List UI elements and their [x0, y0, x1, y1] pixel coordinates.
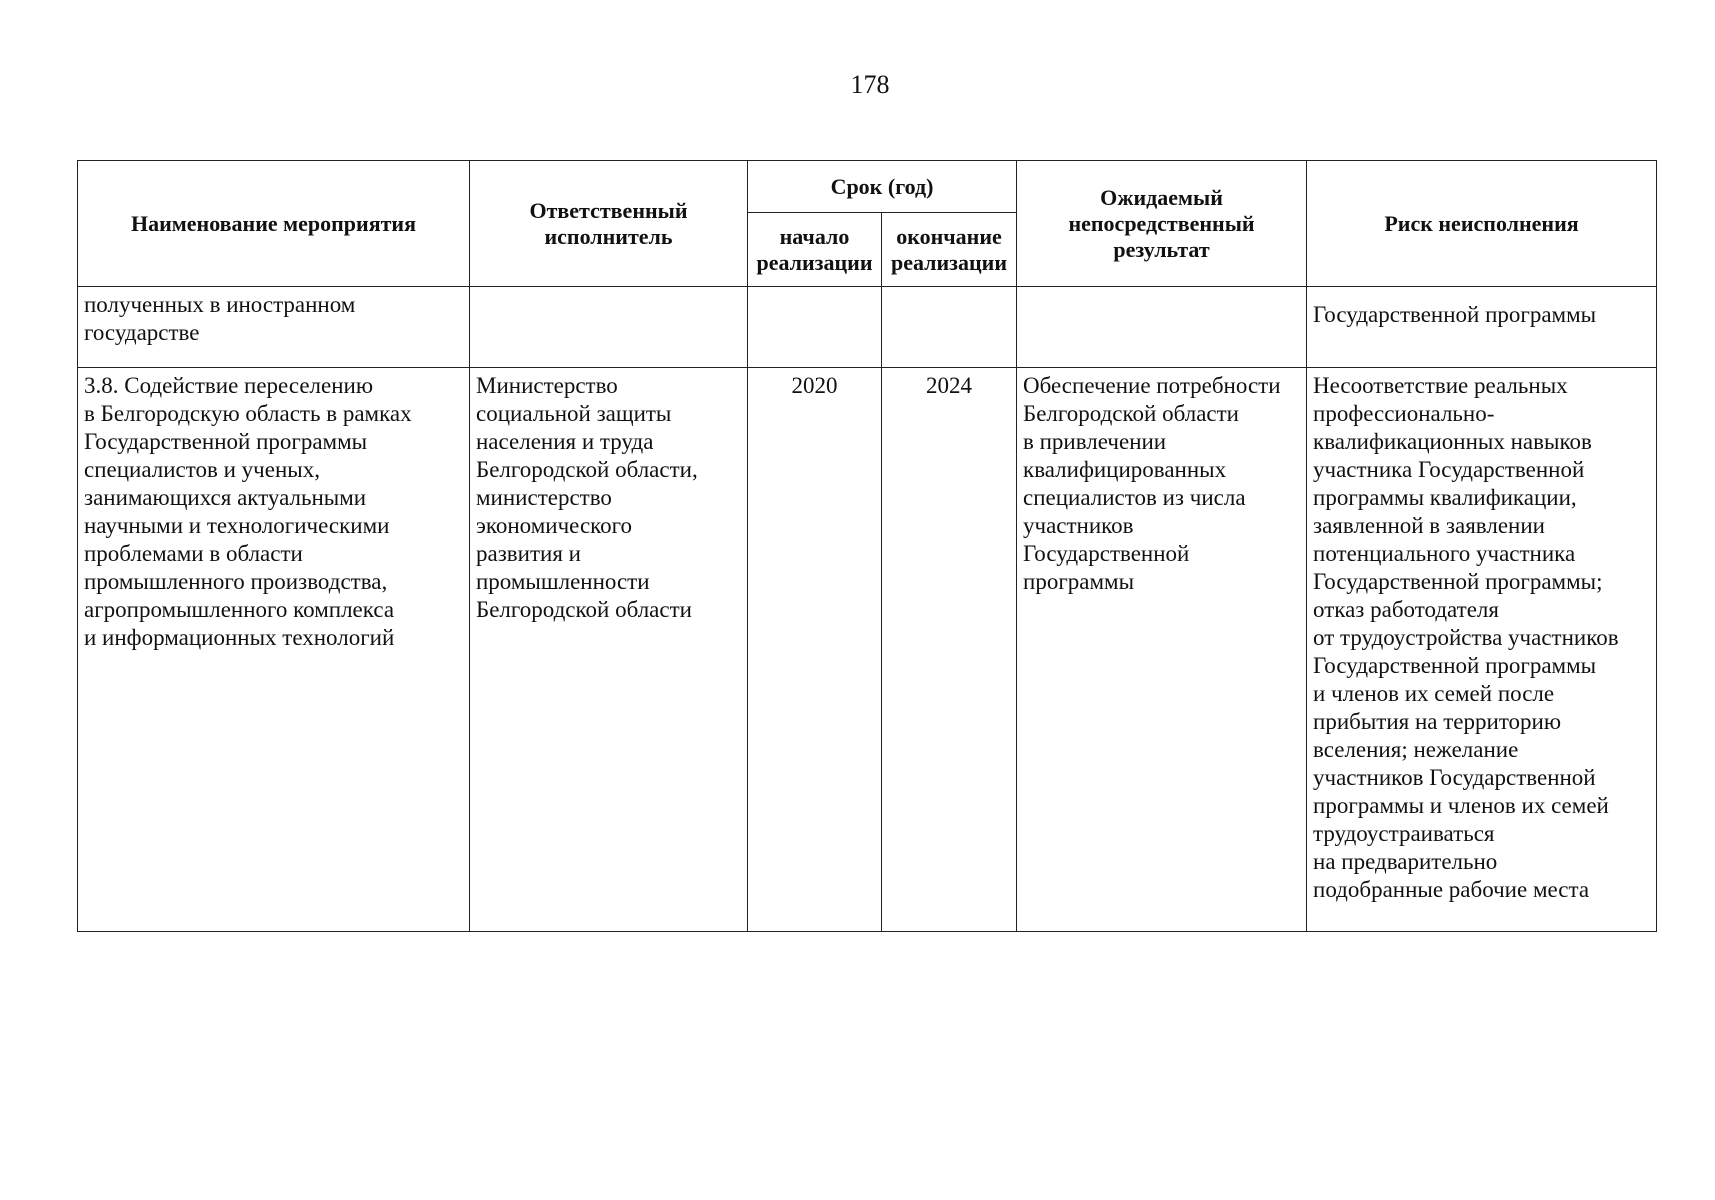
text-line: и информационных технологий [84, 625, 395, 650]
text-line: вселения; нежелание [1313, 737, 1519, 762]
header-end-line: окончание [896, 223, 1002, 249]
cell-activity-name [78, 287, 470, 368]
cell-executor [470, 368, 748, 932]
cell-expected-result [1017, 287, 1307, 368]
text-line: отказ работодателя [1313, 597, 1499, 622]
cell-activity-name [78, 368, 470, 932]
text-line: профессионально- [1313, 401, 1495, 426]
header-executor-line: Ответственный [529, 197, 688, 223]
text-line: трудоустраиваться [1313, 821, 1495, 846]
text-line: министерство [476, 485, 612, 510]
text-line: 3.8. Содействие переселению [84, 373, 374, 398]
header-start-line: начало [779, 223, 850, 249]
text-line: и членов их семей после [1313, 681, 1555, 706]
header-risk: Риск неисполнения [1307, 161, 1657, 287]
text-line: участников [1023, 513, 1134, 538]
header-executor-line: исполнитель [544, 223, 673, 249]
text-line: Белгородской области [476, 597, 692, 622]
text-line: Белгородской области, [476, 457, 698, 482]
text-line: на предварительно [1313, 849, 1498, 874]
text-line: Государственной программы [1313, 653, 1597, 678]
header-result-line: Ожидаемый [1100, 184, 1223, 210]
cell-risk [1307, 287, 1657, 368]
text-line: проблемами в области [84, 541, 303, 566]
cell-end-year: 2024 [882, 368, 1017, 932]
page-number: 178 [850, 70, 890, 99]
text-line: промышленности [476, 569, 650, 594]
text-line: занимающихся актуальными [84, 485, 367, 510]
text-line: развития и [476, 541, 581, 566]
header-result-line: результат [1113, 236, 1210, 262]
table-row [78, 368, 1657, 932]
text-line: Государственной программы [1313, 302, 1597, 327]
activities-table [77, 160, 1657, 932]
header-end [882, 213, 1017, 287]
table-row [78, 287, 1657, 368]
text-line: участников Государственной [1313, 765, 1596, 790]
cell-executor [470, 287, 748, 368]
header-start [748, 213, 882, 287]
text-line: специалистов и ученых, [84, 457, 320, 482]
cell-risk [1307, 368, 1657, 932]
text-line: социальной защиты [476, 401, 672, 426]
header-end-line: реализации [890, 249, 1008, 275]
text-line: полученных в иностранном [84, 292, 356, 317]
text-line: населения и труда [476, 429, 654, 454]
text-line: Белгородской области [1023, 401, 1239, 426]
text-line: агропромышленного комплекса [84, 597, 395, 622]
text-line: экономического [476, 513, 633, 538]
cell-start-year: 2020 [748, 368, 882, 932]
text-line: научными и технологическими [84, 513, 390, 538]
header-expected-result [1017, 161, 1307, 287]
cell-start-year [748, 287, 882, 368]
text-line: подобранные рабочие места [1313, 877, 1590, 902]
text-line: государстве [84, 320, 200, 345]
text-line: в привлечении [1023, 429, 1167, 454]
cell-expected-result [1017, 368, 1307, 932]
header-start-line: реализации [756, 249, 873, 275]
text-line: Государственной программы [84, 429, 368, 454]
header-result-line: непосредственный [1068, 210, 1255, 236]
header-executor [470, 161, 748, 287]
text-line: промышленного производства, [84, 569, 388, 594]
text-line: Государственной программы; [1313, 569, 1603, 594]
text-line: квалификационных навыков [1313, 429, 1592, 454]
text-line: Несоответствие реальных [1313, 373, 1568, 398]
text-line: потенциального участника [1313, 541, 1576, 566]
text-line: программы [1023, 569, 1135, 594]
text-line: в Белгородскую область в рамках [84, 401, 412, 426]
text-line: программы квалификации, [1313, 485, 1577, 510]
header-term: Срок (год) [748, 161, 1017, 213]
text-line: Министерство [476, 373, 618, 398]
text-line: квалифицированных [1023, 457, 1227, 482]
text-line: прибытия на территорию [1313, 709, 1562, 734]
cell-end-year [882, 287, 1017, 368]
text-line: заявленной в заявлении [1313, 513, 1545, 538]
text-line: участника Государственной [1313, 457, 1585, 482]
text-line: от трудоустройства участников [1313, 625, 1619, 650]
header-activity-name: Наименование мероприятия [78, 161, 470, 287]
text-line: программы и членов их семей [1313, 793, 1609, 818]
text-line: Обеспечение потребности [1023, 373, 1281, 398]
text-line: Государственной [1023, 541, 1190, 566]
text-line: специалистов из числа [1023, 485, 1246, 510]
